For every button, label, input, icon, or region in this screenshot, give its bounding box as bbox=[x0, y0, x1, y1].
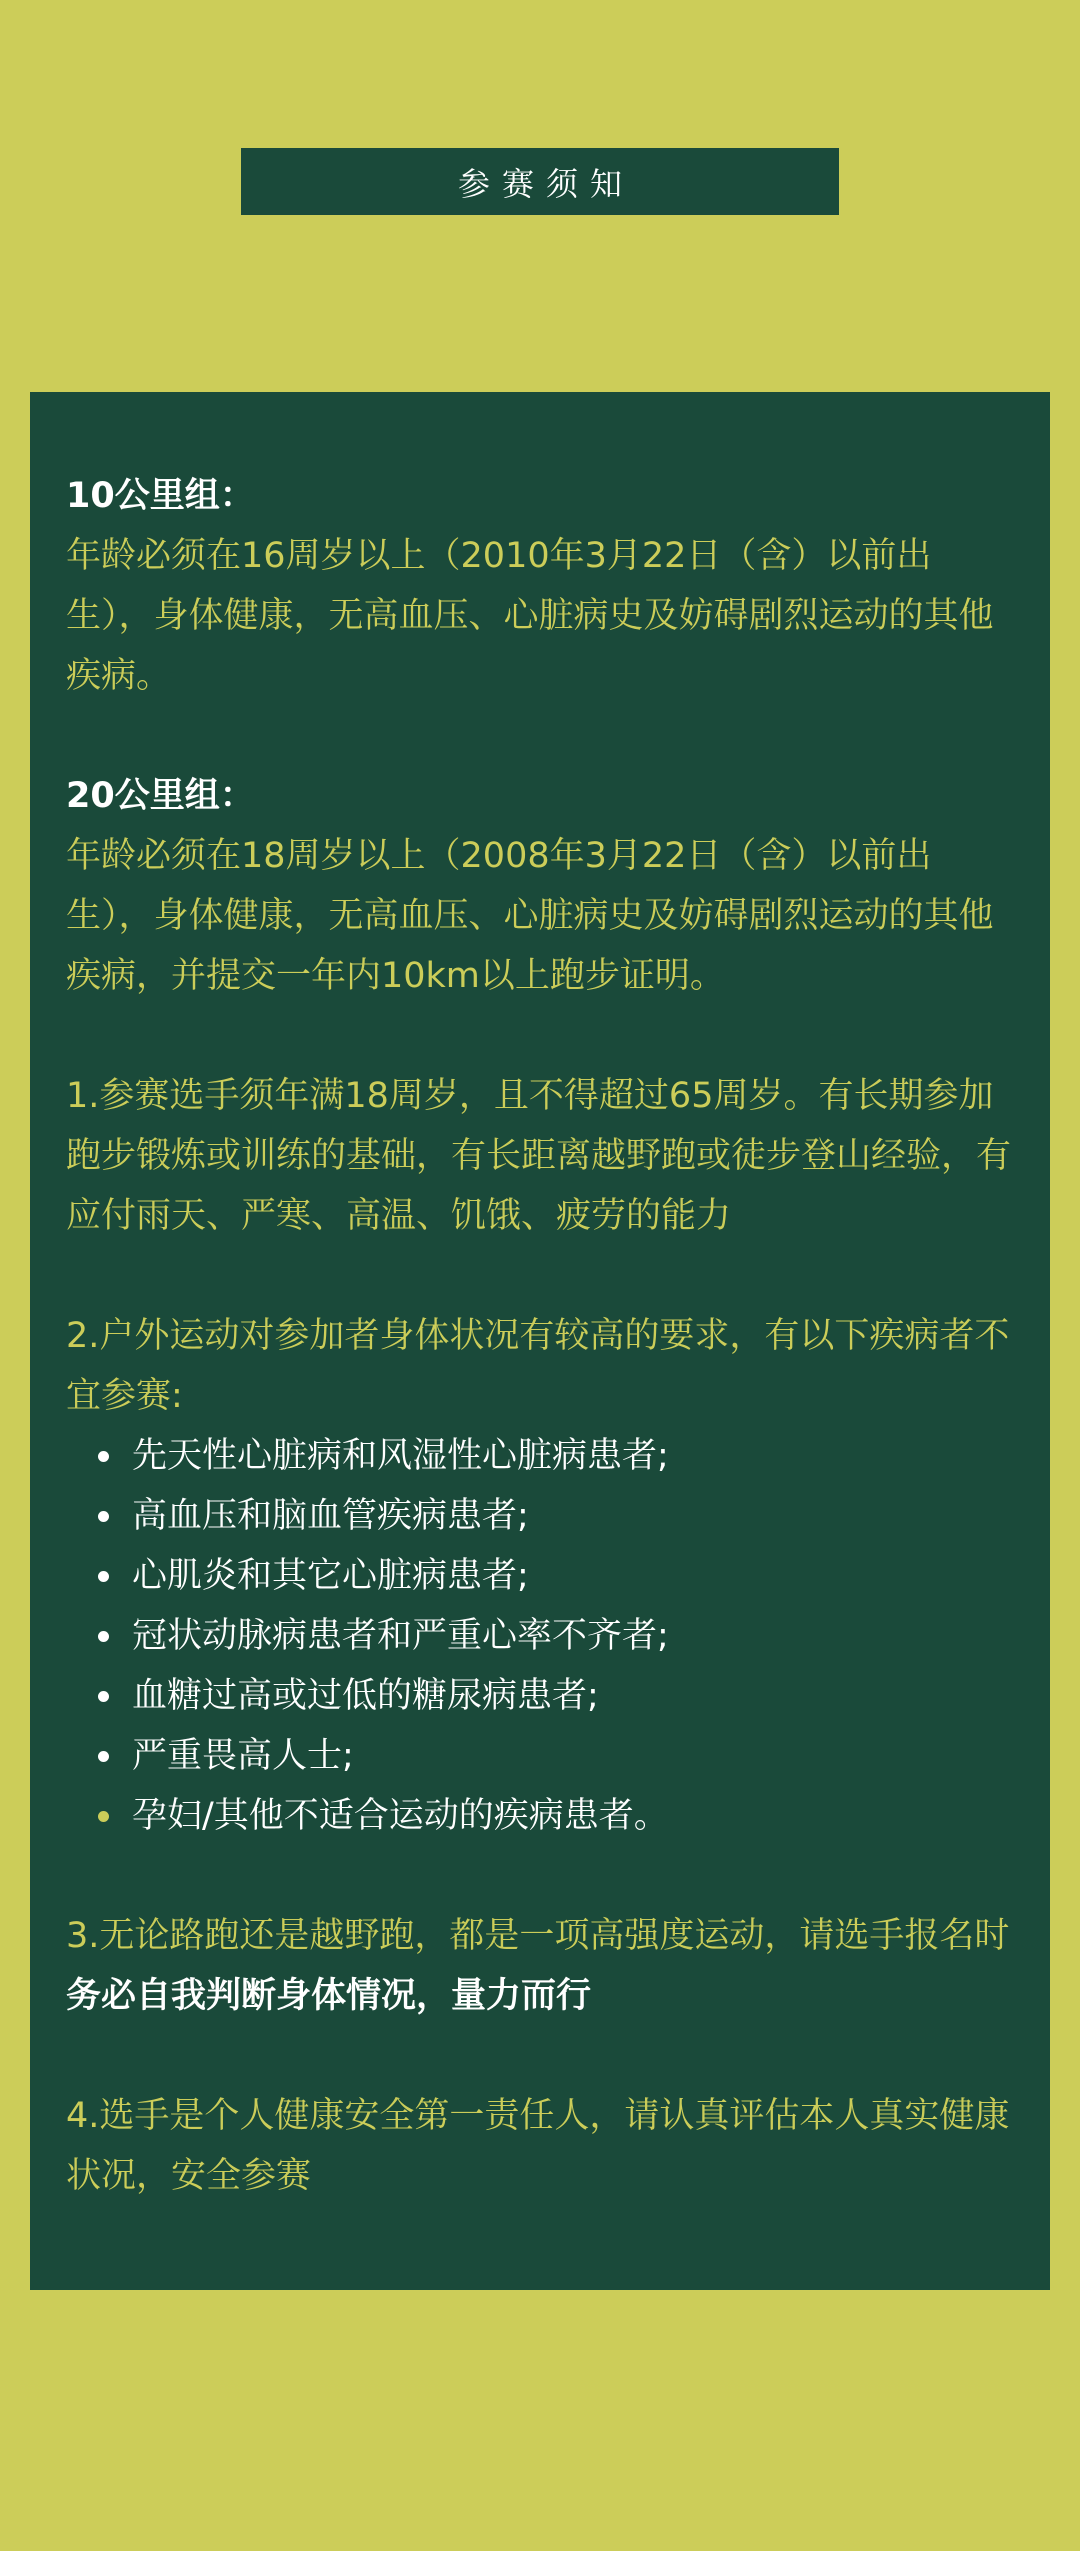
bullet-icon bbox=[98, 1571, 109, 1582]
group-10k-text: 年龄必须在16周岁以上（2010年3月22日（含）以前出生），身体健康，无高血压、心脏病史及妨碍剧烈运动的其他疾病。 bbox=[66, 536, 994, 696]
list-item: 严重畏高人士; bbox=[66, 1726, 1014, 1786]
bullet-icon bbox=[98, 1631, 109, 1642]
rule-2-section bbox=[66, 1306, 1014, 1846]
condition-list bbox=[66, 1426, 1014, 1846]
list-item: 冠状动脉病患者和严重心率不齐者; bbox=[66, 1606, 1014, 1666]
list-item: 血糖过高或过低的糖尿病患者; bbox=[66, 1666, 1014, 1726]
rule-4: 4.选手是个人健康安全第一责任人，请认真评估本人真实健康状况，安全参赛 bbox=[66, 2096, 1010, 2196]
bullet-icon bbox=[98, 1451, 109, 1462]
rule-3-emphasis: 务必自我判断身体情况，量力而行 bbox=[66, 1976, 592, 2016]
group-20k-heading: 20公里组： bbox=[66, 776, 255, 816]
page-title: 参赛须知 bbox=[241, 148, 839, 215]
rule-3 bbox=[66, 1906, 1014, 2026]
bullet-icon bbox=[98, 1691, 109, 1702]
list-item: 心肌炎和其它心脏病患者; bbox=[66, 1546, 1014, 1606]
group-20k-text: 年龄必须在18周岁以上（2008年3月22日（含）以前出生），身体健康，无高血压、心脏病史及妨碍剧烈运动的其他疾病，并提交一年内10km以上跑步证明。 bbox=[66, 836, 994, 996]
bullet-icon bbox=[98, 1811, 109, 1822]
bullet-icon bbox=[98, 1751, 109, 1762]
rule-2-intro: 2.户外运动对参加者身体状况有较高的要求，有以下疾病者不宜参赛: bbox=[66, 1316, 1010, 1416]
notice-panel bbox=[30, 392, 1050, 2290]
list-item: 孕妇/其他不适合运动的疾病患者。 bbox=[66, 1786, 1014, 1846]
list-item: 高血压和脑血管疾病患者; bbox=[66, 1486, 1014, 1546]
group-10k-heading: 10公里组： bbox=[66, 476, 255, 516]
bullet-icon bbox=[98, 1511, 109, 1522]
list-item: 先天性心脏病和风湿性心脏病患者; bbox=[66, 1426, 1014, 1486]
group-10k-section bbox=[66, 466, 1014, 706]
rule-3-text: 3.无论路跑还是越野跑，都是一项高强度运动，请选手报名时 bbox=[66, 1916, 1010, 1956]
group-20k-section bbox=[66, 766, 1014, 1006]
rule-1: 1.参赛选手须年满18周岁，且不得超过65周岁。有长期参加跑步锻炼或训练的基础，有长距离越野跑或徒步登山经验，有应付雨天、严寒、高温、饥饿、疲劳的能力 bbox=[66, 1076, 1012, 1236]
